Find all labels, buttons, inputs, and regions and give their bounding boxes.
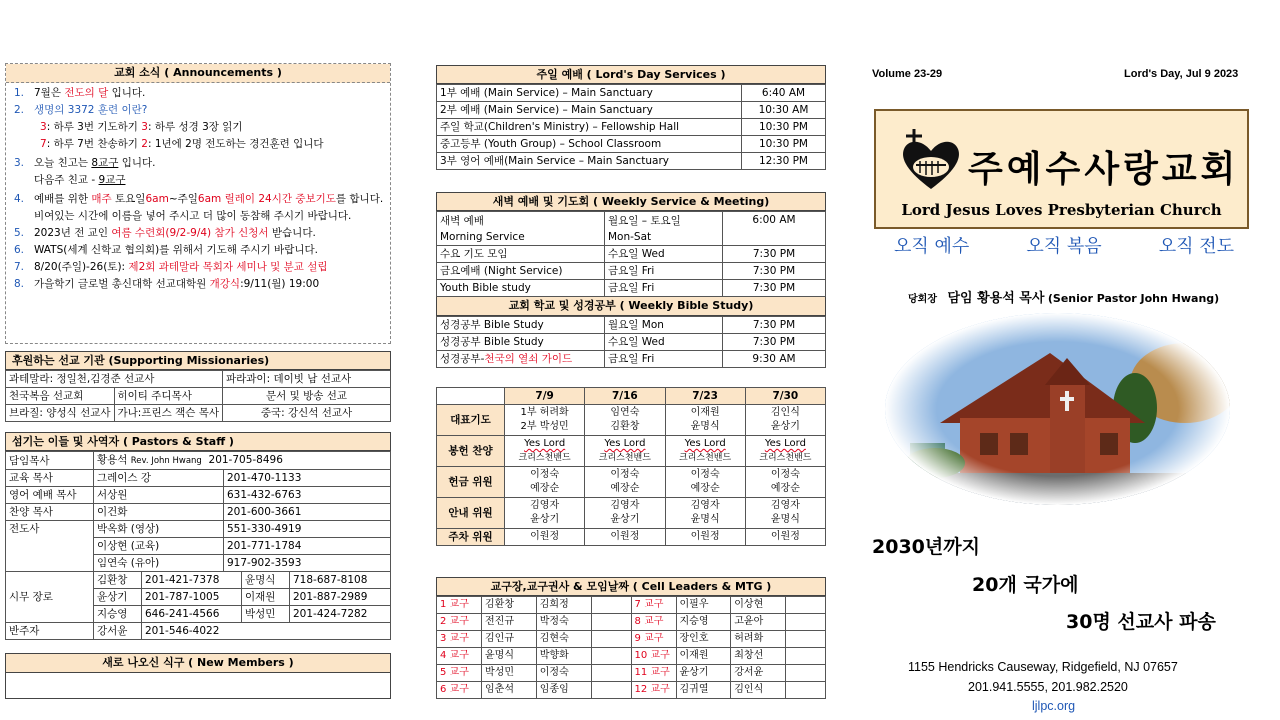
staff-row: 이상현 (교육) 201-771-1784 [6, 538, 391, 555]
bible-row: 성경공부 Bible Study 수요일 Wed 7:30 PM [437, 334, 826, 351]
staff-row: 담임목사 황용석 Rev. John Hwang 201-705-8496 [6, 452, 391, 470]
announcement-2-detail-a: 3: 하루 3번 기도하기 3: 하루 성경 3장 읽기 [40, 121, 243, 133]
cell-row: 6 교구 임춘석 임종임 12 교구 김귀열 김인식 [437, 682, 826, 699]
praise-row: 봉헌 찬양 Yes Lord 크리스천밴드 Yes Lord 크리스천밴드 Yes Lord 크리스천밴드 Yes Lord 크리스천밴드 [437, 436, 826, 467]
announcement-4: 4. 예배를 위한 매주 토요일6am~주일6am 릴레이 24시간 중보기도를 합니다. 비여있는 시간에 이름을 넣어 주시고 더 많이 동참해 주시기 바랍니다. [14, 193, 384, 222]
staff-row: 영어 예배 목사 서상원 631-432-6763 [6, 487, 391, 504]
motto-item: 오직 예수 [894, 236, 970, 257]
new-members-title: 새로 나오신 식구 ( New Members ) [6, 654, 390, 673]
missionary-china: 중국: 강신석 선교사 [223, 405, 391, 422]
church-logo-banner [874, 109, 1249, 229]
lords-day-title: 주일 예배 ( Lord's Day Services ) [436, 65, 826, 84]
weekly-title: 새벽 예배 및 기도회 ( Weekly Service & Meeting) [436, 192, 826, 211]
church-website-link[interactable]: ljlpc.org [1032, 699, 1076, 713]
bible-row: 성경공부 Bible Study 월요일 Mon 7:30 PM [437, 317, 826, 334]
announcement-3-detail: 다음주 친교 - 9교구 [34, 174, 126, 186]
church-phone: 201.941.5555, 201.982.2520 [968, 680, 1128, 694]
elder-row: 시무 장로 김환창 201-421-7378 윤명식 718-687-8108 [6, 572, 391, 589]
service-row: 중고등부 (Youth Group) – School Classroom 10:30 PM [437, 136, 826, 153]
announcement-5: 5. 2023년 전 교인 여름 수련회(9/2-9/4) 참가 신청서 받습니다. [14, 227, 316, 239]
heart-logo-icon [898, 127, 964, 193]
pastor-prefix: 당회장 [908, 294, 937, 305]
schedule-date: 7/23 [665, 388, 745, 405]
missionary-haiti: 히이티 주디목사 [114, 388, 223, 405]
schedule-corner [437, 388, 505, 405]
announcement-6: 6. WATS(세계 신학교 협의회)를 위해서 기도해 주시기 바랍니다. [14, 244, 318, 256]
new-members-panel [5, 653, 391, 699]
missionary-brazil: 브라질: 양성식 선교사 [6, 405, 115, 422]
vision-line-2: 20개 국가에 [972, 574, 1079, 596]
motto-item: 오직 복음 [1026, 236, 1102, 257]
pastor-english: (Senior Pastor John Hwang) [1047, 292, 1220, 305]
staff-title: 섬기는 이들 및 사역자 ( Pastors & Staff ) [5, 432, 391, 451]
schedule-date: 7/30 [745, 388, 825, 405]
missionary-guatemala: 과테말라: 정일천,김경준 선교사 [6, 371, 223, 388]
staff-row: 전도사 박옥화 (영상) 551-330-4919 [6, 521, 391, 538]
parking-row: 주차 위원 이원정 이원정 이원정 이원정 [437, 529, 826, 546]
missionary-ghana: 가나:프린스 잭슨 목사 [114, 405, 223, 422]
service-row: 3부 영어 예배(Main Service – Main Sanctuary 12:30 PM [437, 153, 826, 170]
church-name-english: Lord Jesus Loves Presbyterian Church [901, 201, 1222, 219]
weekly-row: 금요예배 (Night Service) 금요일 Fri 7:30 PM [437, 263, 826, 280]
announcement-1: 1. 7월은 전도의 달 입니다. [14, 87, 146, 99]
announcement-8: 8. 가을학기 글로벌 총신대학 선교대학원 개강식:9/11(월) 19:00 [14, 278, 320, 290]
offering-row: 헌금 위원 이정숙 예장순 이정숙 예장순 이정숙 예장순 이정숙 예장순 [437, 467, 826, 498]
announcement-7: 7. 8/20(주일)-26(토): 제2회 과테말라 목회자 세미나 및 분교 설립 [14, 261, 328, 273]
pastor-line [908, 287, 1219, 306]
announcement-3: 3. 오늘 친고는 8교구 입니다. [14, 157, 156, 169]
staff-panel [5, 432, 391, 640]
lords-day-panel [436, 65, 826, 170]
usher-row: 안내 위원 김영자 윤상기 김영자 윤상기 김영자 윤명식 김영자 윤명식 [437, 498, 826, 529]
accompanist-row: 반주자 강서윤 201-546-4022 [6, 623, 391, 640]
missionary-paraguay: 파라과이: 데이빗 남 선교사 [223, 371, 391, 388]
motto-item: 오직 전도 [1158, 236, 1234, 257]
cell-row: 1 교구 김환창 김희정 7 교구 이필우 이상현 [437, 597, 826, 614]
cell-row: 5 교구 박성민 이정숙 11 교구 윤상기 강서윤 [437, 665, 826, 682]
service-row: 1부 예배 (Main Service) – Main Sanctuary 6:40 AM [437, 85, 826, 102]
cell-row: 2 교구 전진규 박정숙 8 교구 지승영 고윤아 [437, 614, 826, 631]
cells-title: 교구장,교구권사 & 모임날짜 ( Cell Leaders & MTG ) [436, 577, 826, 596]
missionary-media: 문서 및 방송 선교 [223, 388, 391, 405]
announcements-title: 교회 소식 ( Announcements ) [6, 64, 390, 83]
service-row: 2부 예배 (Main Service) – Main Sanctuary 10:30 AM [437, 102, 826, 119]
vision-line-1: 2030년까지 [872, 536, 980, 558]
announcement-2-detail-b: 7: 하루 7번 찬송하기 2: 1년에 2명 전도하는 경건훈련 입니다 [40, 138, 324, 150]
missionary-heaven: 천국복음 선교회 [6, 388, 115, 405]
staff-row: 임연숙 (유아) 917-902-3593 [6, 555, 391, 572]
vision-line-3: 30명 선교사 파송 [1066, 611, 1216, 633]
schedule-date: 7/16 [585, 388, 665, 405]
missionaries-panel [5, 351, 391, 422]
cells-panel [436, 577, 826, 699]
cell-row: 4 교구 윤명식 박향화 10 교구 이재원 최창선 [437, 648, 826, 665]
pastor-name: 담임 황용석 목사 [947, 291, 1045, 306]
bible-row: 성경공부-천국의 열쇠 가이드 금요일 Fri 9:30 AM [437, 351, 826, 368]
missionaries-title: 후원하는 선교 기관 (Supporting Missionaries) [5, 351, 391, 370]
schedule-date: 7/9 [505, 388, 585, 405]
announcements-panel [5, 63, 391, 344]
cell-row: 3 교구 김인규 김현숙 9 교구 장인호 허려화 [437, 631, 826, 648]
motto [894, 232, 1234, 258]
staff-row: 교육 목사 그레이스 강 201-470-1133 [6, 470, 391, 487]
elder-row: 지승영 646-241-4566 박성민 201-424-7282 [6, 606, 391, 623]
volume-label: Volume 23-29 [872, 68, 943, 80]
staff-row: 찬양 목사 이건화 201-600-3661 [6, 504, 391, 521]
service-row: 주일 학교(Children's Ministry) – Fellowship Hall 10:30 PM [437, 119, 826, 136]
weekly-row: 수요 기도 모임 수요일 Wed 7:30 PM [437, 246, 826, 263]
prayer-row: 대표기도 1부 허려화 2부 박성민 임연숙 김환창 이재원 윤명식 김인식 윤상기 [437, 405, 826, 436]
weekly-panel [436, 192, 826, 368]
schedule-panel [436, 387, 826, 546]
weekly-row: 새벽 예배 Morning Service 월요일 – 토요일 Mon-Sat 6:00 AM [437, 212, 826, 246]
announcement-2: 2. 생명의 3372 훈련 이란? [14, 104, 148, 116]
bible-study-title: 교회 학교 및 성경공부 ( Weekly Bible Study) [436, 297, 826, 316]
weekly-row: Youth Bible study 금요일 Fri 7:30 PM [437, 280, 826, 297]
elder-row: 윤상기 201-787-1005 이재원 201-887-2989 [6, 589, 391, 606]
church-name-korean: 주예수사랑교회 [968, 149, 1240, 190]
date-label: Lord's Day, Jul 9 2023 [1124, 68, 1239, 80]
church-address: 1155 Hendricks Causeway, Ridgefield, NJ 07657 [908, 660, 1178, 674]
church-photo [885, 313, 1230, 505]
